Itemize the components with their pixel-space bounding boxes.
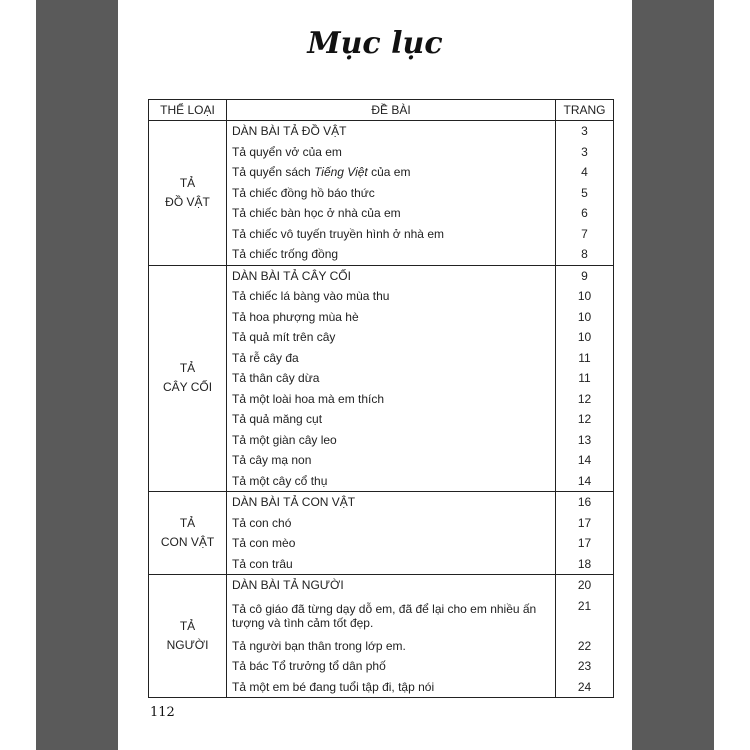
page-cell: 22 — [556, 636, 614, 657]
page-cell: 9 — [556, 265, 614, 286]
topic-cell: Tả thân cây dừa — [227, 368, 556, 389]
category-cell — [149, 575, 227, 698]
category-line: CON VẬT — [160, 535, 215, 549]
header-topic: ĐỀ BÀI — [227, 100, 556, 121]
topic-cell: Tả chiếc lá bàng vào mùa thu — [227, 286, 556, 307]
topic-cell — [227, 162, 556, 183]
category-line: ĐỒ VẬT — [165, 194, 210, 209]
page-cell: 17 — [556, 513, 614, 534]
category-line: CÂY CỐI — [162, 380, 213, 395]
topic-cell: Tả rễ cây đa — [227, 348, 556, 369]
header-page: TRANG — [556, 100, 614, 121]
category-cell — [149, 265, 227, 492]
table-row — [149, 121, 614, 142]
table-row — [149, 575, 614, 596]
category-line: TẢ — [179, 175, 196, 190]
topic-cell: Tả con mèo — [227, 533, 556, 554]
table-row — [149, 265, 614, 286]
page-cell: 8 — [556, 244, 614, 265]
page-cell: 23 — [556, 656, 614, 677]
page-cell: 10 — [556, 327, 614, 348]
topic-cell: Tả một loài hoa mà em thích — [227, 389, 556, 410]
contents-table — [148, 99, 614, 698]
page-cell: 5 — [556, 183, 614, 204]
page-cell: 16 — [556, 492, 614, 513]
page-cell: 10 — [556, 286, 614, 307]
header-row — [149, 100, 614, 121]
page-cell: 17 — [556, 533, 614, 554]
topic-text: của em — [367, 165, 411, 180]
category-line: TẢ — [179, 516, 196, 530]
page-cell: 10 — [556, 307, 614, 328]
page-cell: 14 — [556, 471, 614, 492]
topic-cell: Tả cô giáo đã từng dạy dỗ em, đã để lại cho em nhiều ấn tượng và tình cảm tốt đẹp. — [227, 596, 556, 636]
topic-cell: Tả quả măng cụt — [227, 409, 556, 430]
topic-cell: Tả một em bé đang tuổi tập đi, tập nói — [227, 677, 556, 698]
page-cell: 24 — [556, 677, 614, 698]
topic-cell: Tả chiếc vô tuyến truyền hình ở nhà em — [227, 224, 556, 245]
topic-text: Tả quyển sách — [232, 165, 315, 180]
topic-cell: Tả con chó — [227, 513, 556, 534]
page-cell: 18 — [556, 554, 614, 575]
topic-cell: Tả chiếc bàn học ở nhà của em — [227, 203, 556, 224]
header-category: THỂ LOẠI — [149, 100, 227, 121]
page-cell: 3 — [556, 121, 614, 142]
topic-cell: Tả một giàn cây leo — [227, 430, 556, 451]
topic-cell: Tả một cây cổ thụ — [227, 471, 556, 492]
page-number: 112 — [150, 705, 175, 720]
topic-cell: Tả chiếc đồng hồ báo thức — [227, 183, 556, 204]
page-title: Mục lục — [307, 26, 443, 61]
page-cell: 6 — [556, 203, 614, 224]
topic-cell: Tả quyển vở của em — [227, 142, 556, 163]
topic-cell: Tả người bạn thân trong lớp em. — [227, 636, 556, 657]
page-cell: 7 — [556, 224, 614, 245]
topic-cell: DÀN BÀI TẢ CÂY CỐI — [227, 265, 556, 286]
topic-cell: Tả cây mạ non — [227, 450, 556, 471]
book-page — [118, 0, 632, 750]
topic-cell: DÀN BÀI TẢ ĐỒ VẬT — [227, 121, 556, 142]
page-cell: 11 — [556, 368, 614, 389]
page-cell: 3 — [556, 142, 614, 163]
topic-cell: DÀN BÀI TẢ NGƯỜI — [227, 575, 556, 596]
page-cell: 13 — [556, 430, 614, 451]
page-cell: 21 — [556, 596, 614, 636]
topic-emphasis: Tiếng Việt — [314, 165, 368, 180]
table-row — [149, 492, 614, 513]
category-line: TẢ — [179, 361, 196, 376]
page-cell: 12 — [556, 409, 614, 430]
page-cell: 4 — [556, 162, 614, 183]
page-cell: 12 — [556, 389, 614, 410]
category-cell — [149, 121, 227, 266]
topic-cell: Tả chiếc trống đồng — [227, 244, 556, 265]
page-cell: 11 — [556, 348, 614, 369]
category-cell — [149, 492, 227, 575]
page-cell: 14 — [556, 450, 614, 471]
topic-cell: Tả con trâu — [227, 554, 556, 575]
page-cell: 20 — [556, 575, 614, 596]
topic-cell: Tả bác Tổ trưởng tổ dân phố — [227, 656, 556, 677]
category-line: TẢ — [179, 619, 196, 633]
topic-cell: Tả quả mít trên cây — [227, 327, 556, 348]
topic-cell: Tả hoa phượng mùa hè — [227, 307, 556, 328]
topic-cell: DÀN BÀI TẢ CON VẬT — [227, 492, 556, 513]
category-line: NGƯỜI — [166, 638, 209, 652]
